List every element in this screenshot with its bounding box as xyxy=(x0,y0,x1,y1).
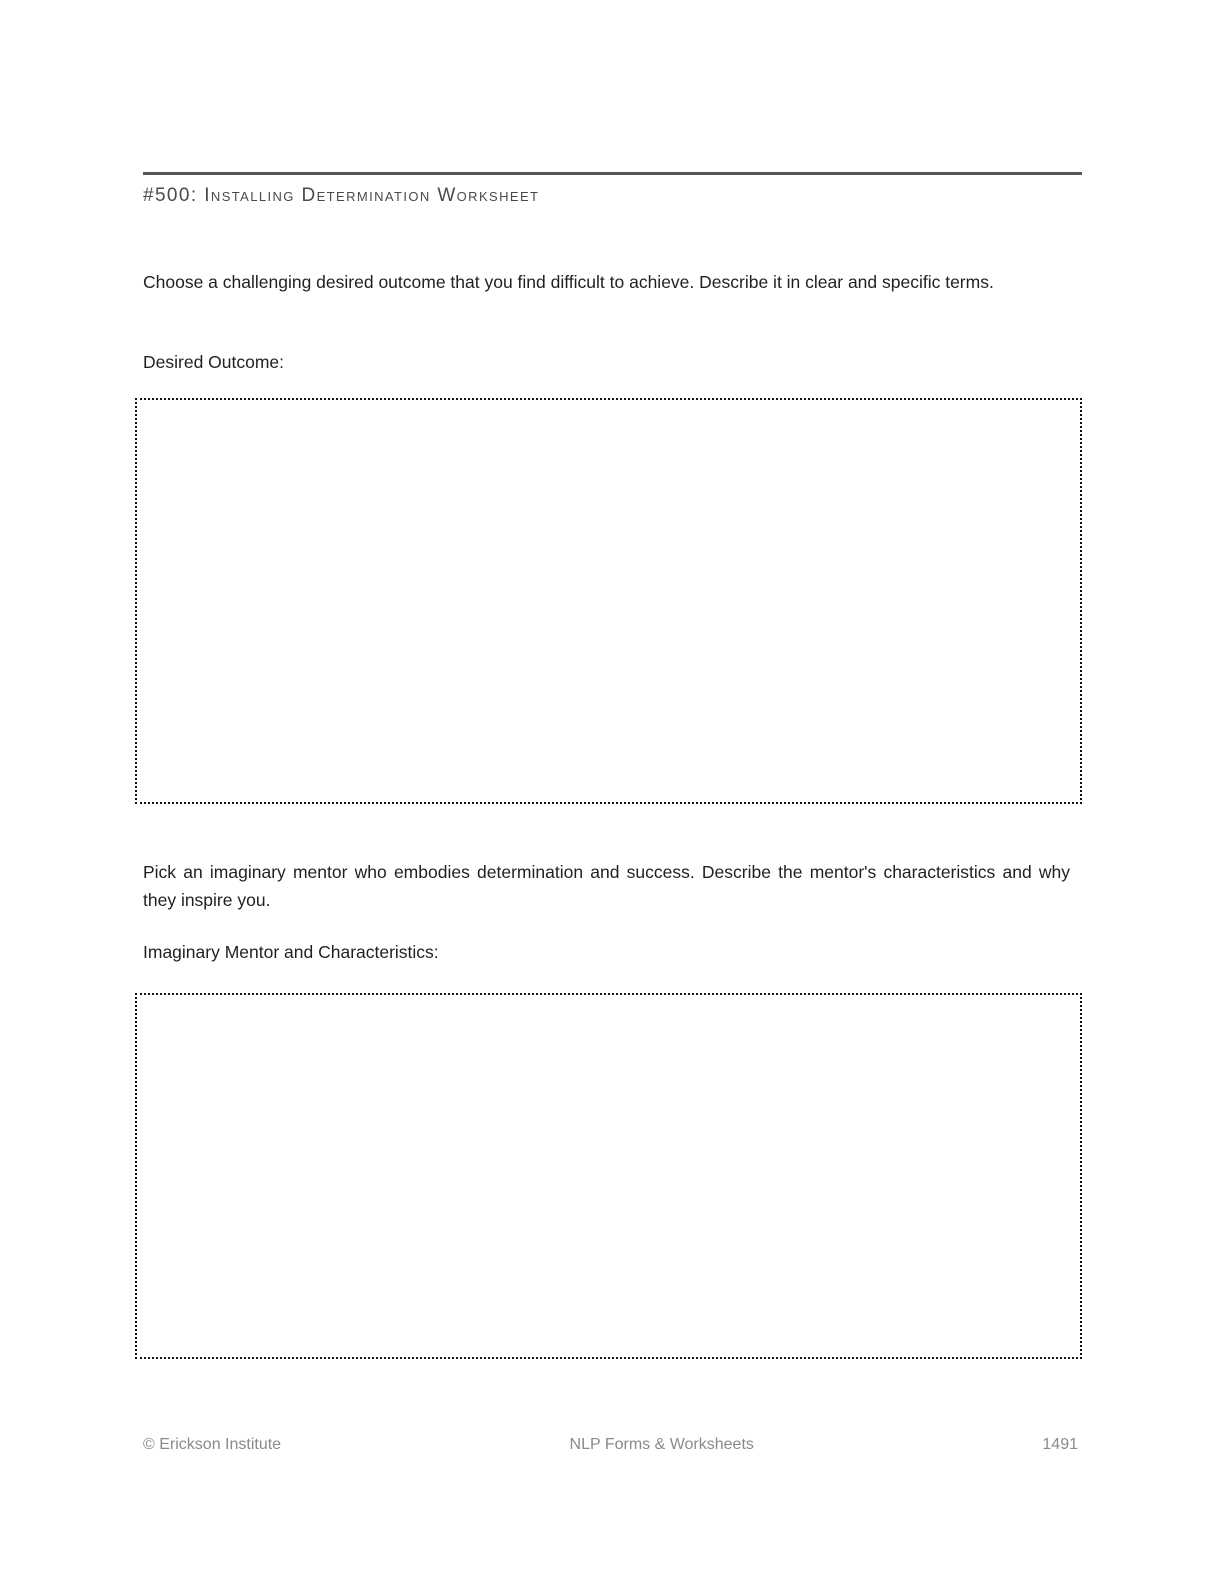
desired-outcome-answer-box[interactable] xyxy=(135,398,1082,804)
section-1-instruction: Choose a challenging desired outcome that you find difficult to achieve. Describe it in clear and specific terms. xyxy=(143,272,994,292)
footer-collection-title: NLP Forms & Worksheets xyxy=(569,1436,754,1453)
footer-copyright: © Erickson Institute xyxy=(143,1436,282,1453)
page-footer xyxy=(143,1436,1078,1454)
section-2-instruction: Pick an imaginary mentor who embodies determination and success. Describe the mentor's characteristics and why they inspire you. xyxy=(143,862,1070,910)
imaginary-mentor-answer-box[interactable] xyxy=(135,993,1082,1359)
section-1-label: Desired Outcome: xyxy=(143,352,285,372)
footer-page-number: 1491 xyxy=(1042,1436,1078,1453)
section-2-label: Imaginary Mentor and Characteristics: xyxy=(143,942,439,962)
page-header xyxy=(143,172,1082,207)
page-title: #500: Installing Determination Worksheet xyxy=(143,185,540,206)
header-divider-rule xyxy=(143,172,1082,175)
